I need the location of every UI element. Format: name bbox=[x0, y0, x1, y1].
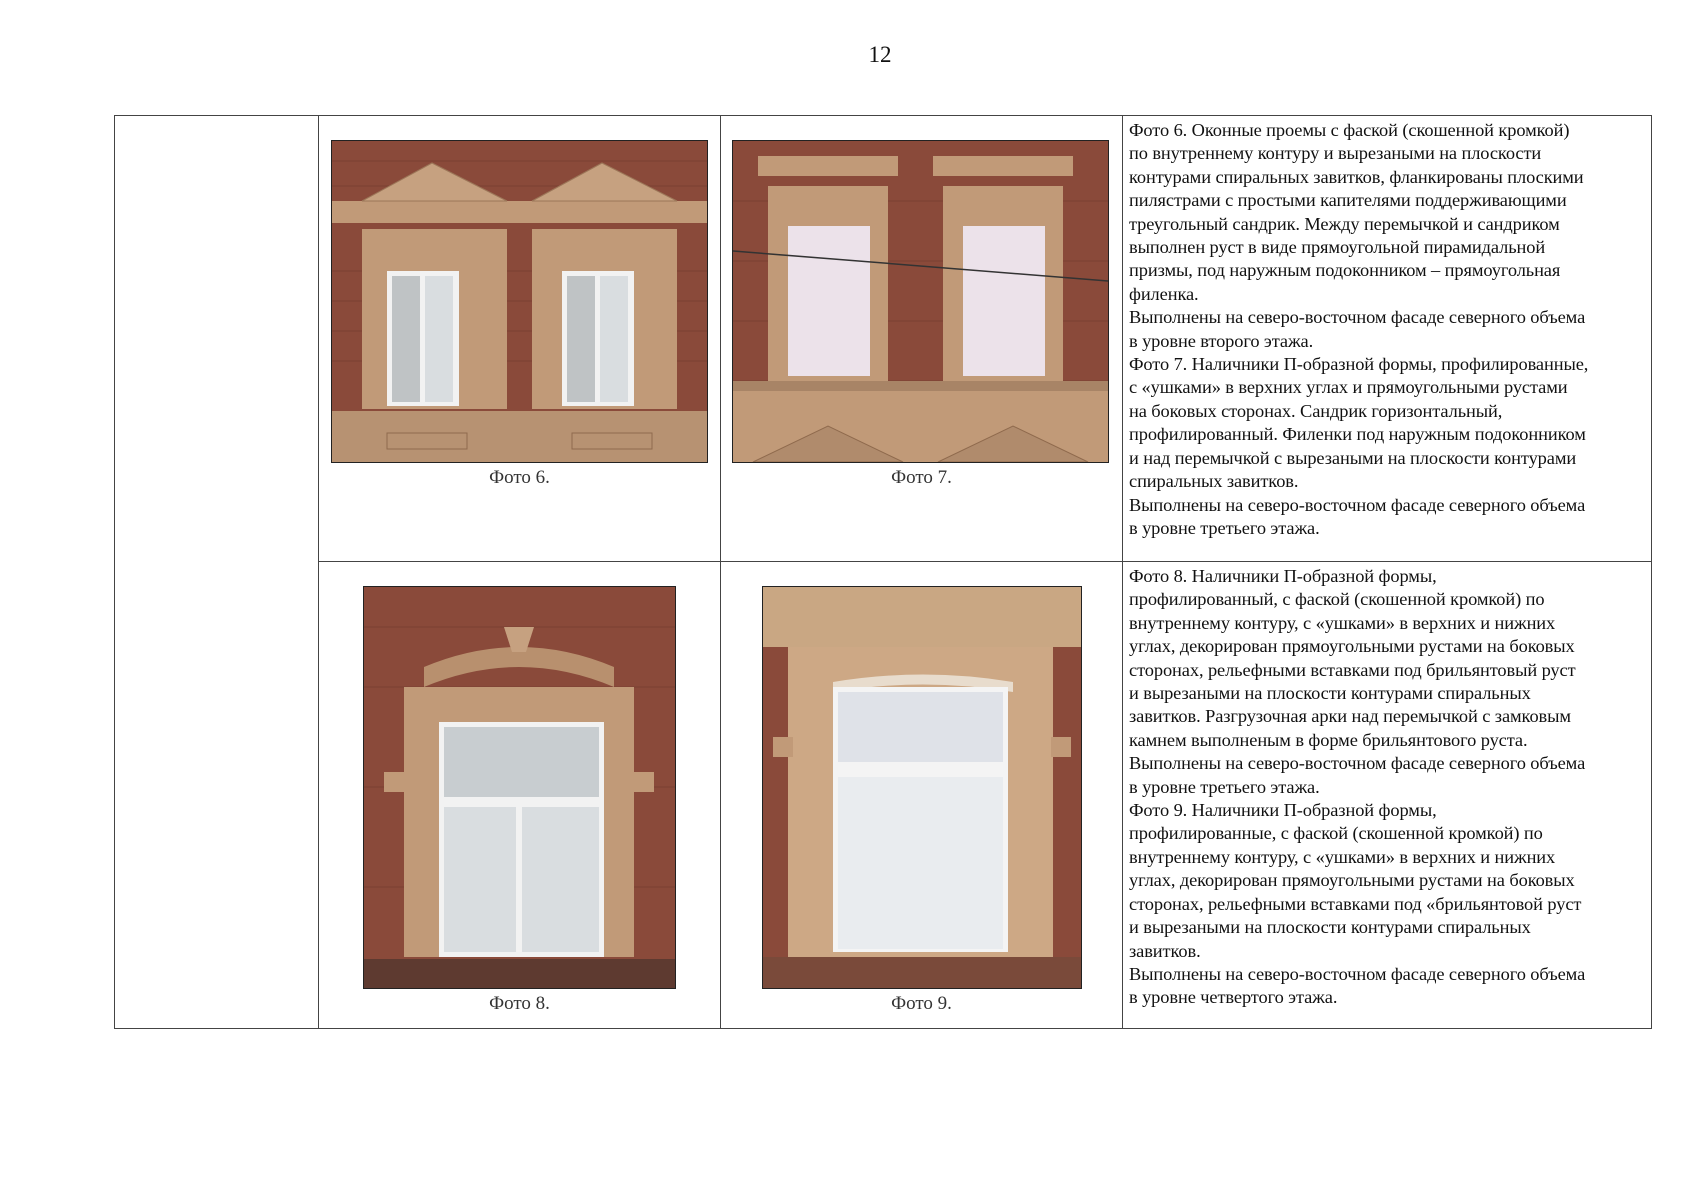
photo-cell-8 bbox=[319, 562, 721, 1029]
photo-8-caption: Фото 8. bbox=[489, 993, 550, 1014]
table-row bbox=[115, 562, 1652, 1029]
page-number: 12 bbox=[868, 42, 892, 67]
photo-6-caption: Фото 6. bbox=[489, 467, 550, 488]
photo-cell-7 bbox=[721, 116, 1123, 562]
photo-8-image bbox=[363, 586, 676, 989]
photo-cell-9 bbox=[721, 562, 1123, 1029]
description-text-1: Фото 6. Оконные проемы с фаской (скошенной кромкой) по внутреннему контуру и вырезаными на плоскости контурами спиральных завитков, фланкированы плоскими пилястрами с простыми капителями поддерживающими треугольный сандрик. Между перемычкой и сандриком выполнен руст в виде прямоугольной пирамидальной призмы, под наружным подоконником – прямоугольная филенка. Выполнены на северо-восточном фасаде северного объема в уровне второго этажа. Фото 7. Наличники П-образной формы, профилированные, с «ушками» в верхних углах и прямоугольными рустами на боковых сторонах. Сандрик горизонтальный, профилированный. Филенки под наружным подоконником и над перемычкой с вырезаными на плоскости контурами спиральных завитков. Выполнены на северо-восточном фасаде северного объема в уровне третьего этажа. bbox=[1129, 120, 1589, 538]
photo-cell-6 bbox=[319, 116, 721, 562]
photo-7-image bbox=[732, 140, 1109, 463]
table-row bbox=[115, 116, 1652, 562]
description-cell-2 bbox=[1123, 562, 1652, 1029]
photo-7-caption: Фото 7. bbox=[891, 467, 952, 488]
description-table bbox=[114, 115, 1652, 1029]
photo-9-image bbox=[762, 586, 1082, 989]
photo-9-caption: Фото 9. bbox=[891, 993, 952, 1014]
photo-6-image bbox=[331, 140, 708, 463]
description-cell-1 bbox=[1123, 116, 1652, 562]
description-text-2: Фото 8. Наличники П-образной формы, профилированный, с фаской (скошенной кромкой) по внутреннему контуру, с «ушками» в верхних и нижних углах, декорирован прямоугольными рустами на боковых сторонах, рельефными вставками под брильянтовый руст и вырезаными на плоскости контурами спиральных завитков. Разгрузочная арки над перемычкой с замковым камнем выполненым в форме брильянтового руста. Выполнены на северо-восточном фасаде северного объема в уровне третьего этажа. Фото 9. Наличники П-образной формы, профилированные, с фаской (скошенной кромкой) по внутреннему контуру, с «ушками» в верхних и нижних углах, декорирован прямоугольными рустами на боковых сторонах, рельефными вставками под «брильянтовой руст и вырезаными на плоскости контурами спиральных завитков. Выполнены на северо-восточном фасаде северного объема в уровне четвертого этажа. bbox=[1129, 566, 1586, 1008]
empty-cell bbox=[115, 116, 319, 1029]
